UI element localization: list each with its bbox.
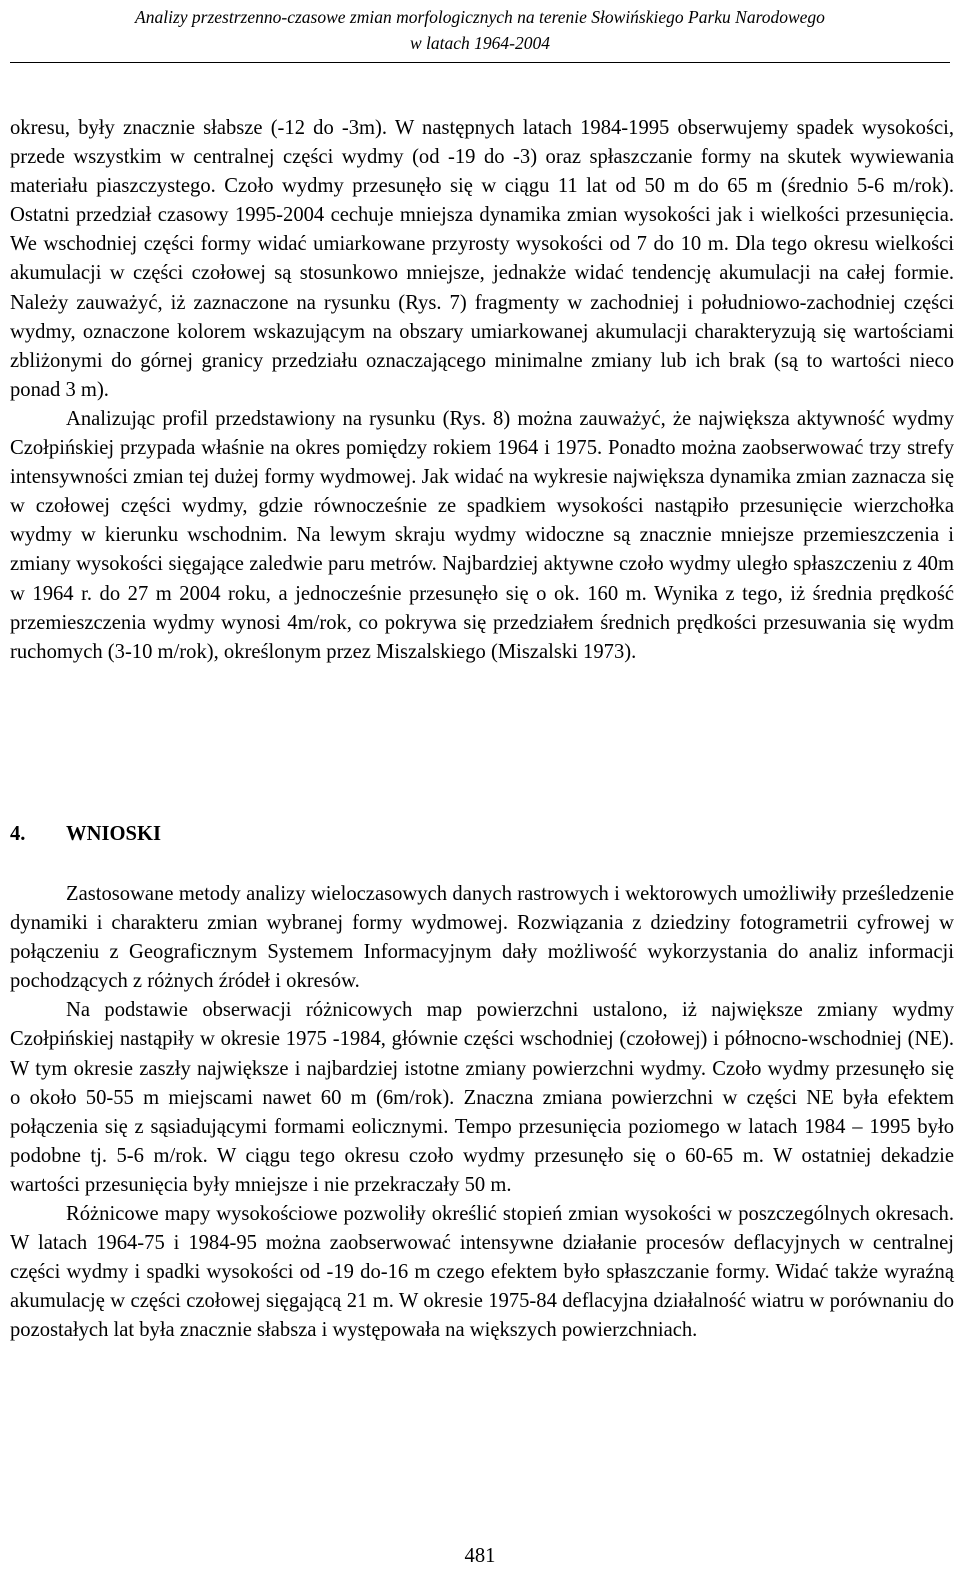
body-text-conclusions: [10, 880, 954, 1346]
paragraph: Różnicowe mapy wysokościowe pozwoliły określić stopień zmian wysokości w poszczególnych okresach. W latach 1964-75 i 1984-95 można zaobserwować intensywne działanie procesów deflacyjnych w centralnej części wydmy i spadki wysokości od -19 do-16 m czego efektem było spłaszczanie formy. Widać także wyraźną akumulację w części czołowej sięgającą 21 m. W okresie 1975-84 deflacyjna działalność wiatru w porównaniu do pozostałych lat była znacznie słabsza i występowała na większych powierzchniach.: [10, 1203, 954, 1342]
paragraph: Analizując profil przedstawiony na rysunku (Rys. 8) można zauważyć, że największa aktywność wydmy Czołpińskiej przypada właśnie na okres pomiędzy rokiem 1964 i 1975. Ponadto można zaobserwować trzy strefy intensywności zmian tej dużej formy wydmowej. Jak widać na wykresie największa dynamika zmian zaznacza się w czołowej części wydmy, gdzie równocześnie ze spadkiem wysokości nastąpiło przesunięcie wierzchołka wydmy w kierunku wschodnim. Na lewym skraju wydmy widoczne są znacznie mniejsze przemieszczenia i zmiany wysokości sięgające zaledwie paru metrów. Najbardziej aktywne czoło wydmy uległo spłaszczeniu z 40m w 1964 r. do 27 m 2004 roku, a jednocześnie przesunęło się o ok. 160 m. Wynika z tego, iż średnia prędkość przemieszczenia wydmy wynosi 4m/rok, co pokrywa się przedziałem średnich prędkości przesuwania się wydm ruchomych (3-10 m/rok), określonym przez Miszalskiego (Miszalski 1973).: [10, 407, 954, 663]
running-header-line-2: w latach 1964-2004: [410, 33, 550, 53]
page-number: 481: [464, 1545, 496, 1567]
paragraph: Na podstawie obserwacji różnicowych map powierzchni ustalono, iż największe zmiany wydmy Czołpińskiej nastąpiły w okresie 1975 -1984, głównie części wschodniej (czołowej) i północno-wschodniej (NE). W tym okresie zaszły największe i najbardziej istotne zmiany powierzchni wydmy. Czoło wydmy przesunęło się o około 50-55 m miejscami nawet 60 m (6m/rok). Znaczna zmiana powierzchni w części NE była efektem połączenia się z sąsiadującymi formami eolicznymi. Tempo przesunięcia poziomego w latach 1984 – 1995 było podobne tj. 5-6 m/rok. W ciągu tego okresu czoło wydmy przesunęło się o 60-65 m. W ostatniej dekadzie wartości przesunięcia były mniejsze i nie przekraczały 50 m.: [10, 999, 954, 1196]
section-heading: [10, 820, 161, 849]
section-title: WNIOSKI: [66, 823, 161, 845]
section-number: 4.: [10, 823, 26, 845]
header-divider: [10, 62, 950, 63]
paragraph: Zastosowane metody analizy wieloczasowych danych rastrowych i wektorowych umożliwiły prześledzenie dynamiki i charakteru zmian wybranej formy wydmowej. Rozwiązania z dziedziny fotogrametrii cyfrowej w połączeniu z Geograficznym Systemem Informacyjnym dały możliwość wykorzystania do analiz informacji pochodzących z różnych źródeł i okresów.: [10, 883, 954, 993]
running-header-line-1: Analizy przestrzenno-czasowe zmian morfologicznych na terenie Słowińskiego Parku Narodowego: [135, 7, 825, 27]
body-text-section-3-continuation: [10, 114, 954, 667]
paragraph: okresu, były znacznie słabsze (-12 do -3m). W następnych latach 1984-1995 obserwujemy spadek wysokości, przede wszystkim w centralnej części wydmy (od -19 do -3) oraz spłaszczanie formy na skutek wywiewania materiału piaszczystego. Czoło wydmy przesunęło się w ciągu 11 lat od 50 m do 65 m (średnio 5-6 m/rok). Ostatni przedział czasowy 1995-2004 cechuje mniejsza dynamika zmian wysokości jak i wielkości przesunięcia. We wschodniej części formy widać umiarkowane przyrosty wysokości od 7 do 10 m. Dla tego okresu wielkości akumulacji w części czołowej są stosunkowo mniejsze, jednakże widać tendencję akumulacji na całej formie. Należy zauważyć, iż zaznaczone na rysunku (Rys. 7) fragmenty w zachodniej i południowo-zachodniej części wydmy, oznaczone kolorem wskazującym na obszary umiarkowanej akumulacji charakteryzują się wartościami zbliżonymi do górnej granicy przedziału oznaczającego minimalne zmiany lub ich brak (są to wartości nieco ponad 3 m).: [10, 117, 954, 401]
running-header: [10, 4, 950, 56]
